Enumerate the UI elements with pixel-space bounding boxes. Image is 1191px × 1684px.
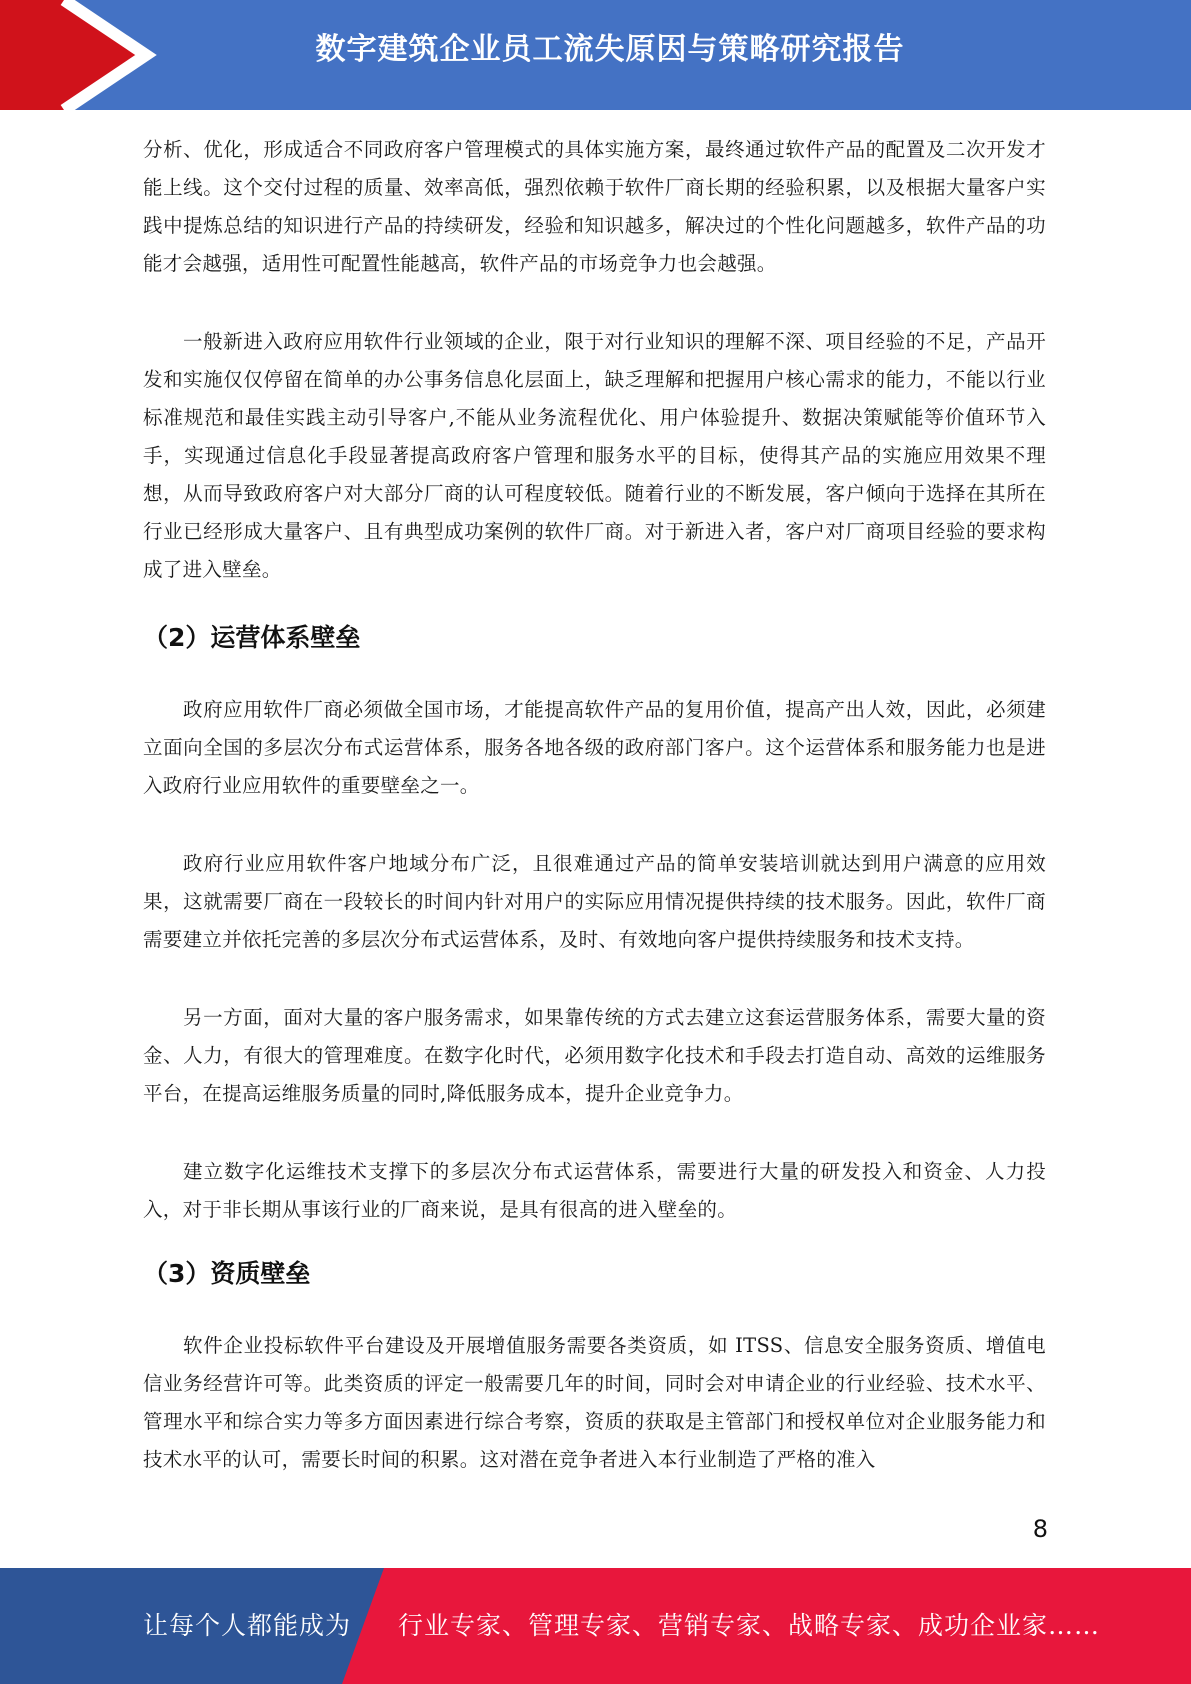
section-heading: （3）资质壁垒 — [143, 1259, 311, 1288]
header-arrow-graphic — [0, 0, 160, 110]
paragraph: 另一方面，面对大量的客户服务需求，如果靠传统的方式去建立这套运营服务体系，需要大量的资金、人力，有很大的管理难度。在数字化时代，必须用数字化技术和手段去打造自动、高效的运维服务平台，在提高运维服务质量的同时,降低服务成本，提升企业竞争力。 — [143, 1006, 1046, 1105]
report-title: 数字建筑企业员工流失原因与策略研究报告 — [315, 32, 905, 67]
paragraph: 建立数字化运维技术支撑下的多层次分布式运营体系，需要进行大量的研发投入和资金、人力投入，对于非长期从事该行业的厂商来说，是具有很高的进入壁垒的。 — [143, 1160, 1046, 1221]
paragraph: 一般新进入政府应用软件行业领域的企业，限于对行业知识的理解不深、项目经验的不足，产品开发和实施仅仅停留在简单的办公事务信息化层面上，缺乏理解和把握用户核心需求的能力，不能以行业标准规范和最佳实践主动引导客户,不能从业务流程优化、用户体验提升、数据决策赋能等价值环节入手，实现通过信息化手段显著提高政府客户管理和服务水平的目标，使得其产品的实施应用效果不理想，从而导致政府客户对大部分厂商的认可程度较低。随着行业的不断发展，客户倾向于选择在其所在行业已经形成大量客户、且有典型成功案例的软件厂商。对于新进入者，客户对厂商项目经验的要求构成了进入壁垒。 — [143, 330, 1046, 581]
footer-slogan-lead: 让每个人都能成为 — [143, 1611, 352, 1640]
page-footer — [0, 1568, 1191, 1684]
paragraph: 政府应用软件厂商必须做全国市场，才能提高软件产品的复用价值，提高产出人效，因此，必须建立面向全国的多层次分布式运营体系，服务各地各级的政府部门客户。这个运营体系和服务能力也是进入政府行业应用软件的重要壁垒之一。 — [143, 698, 1046, 797]
page-header — [0, 0, 1191, 110]
paragraph: 软件企业投标软件平台建设及开展增值服务需要各类资质，如 ITSS、信息安全服务资质、增值电信业务经营许可等。此类资质的评定一般需要几年的时间，同时会对申请企业的行业经验、技术水平、管理水平和综合实力等多方面因素进行综合考察，资质的获取是主管部门和授权单位对企业服务能力和技术水平的认可，需要长时间的积累。这对潜在竞争者进入本行业制造了严格的准入 — [143, 1334, 1046, 1471]
paragraph: 政府行业应用软件客户地域分布广泛，且很难通过产品的简单安装培训就达到用户满意的应用效果，这就需要厂商在一段较长的时间内针对用户的实际应用情况提供持续的技术服务。因此，软件厂商需要建立并依托完善的多层次分布式运营体系，及时、有效地向客户提供持续服务和技术支持。 — [143, 852, 1046, 951]
paragraph: 分析、优化，形成适合不同政府客户管理模式的具体实施方案，最终通过软件产品的配置及二次开发才能上线。这个交付过程的质量、效率高低，强烈依赖于软件厂商长期的经验积累，以及根据大量客户实践中提炼总结的知识进行产品的持续研发，经验和知识越多，解决过的个性化问题越多，软件产品的功能才会越强，适用性可配置性能越高，软件产品的市场竞争力也会越强。 — [143, 138, 1046, 275]
section-heading: （2）运营体系壁垒 — [143, 623, 361, 652]
page-number: 8 — [1032, 1515, 1048, 1543]
footer-slogan-list: 行业专家、管理专家、营销专家、战略专家、成功企业家…… — [398, 1611, 1101, 1640]
page-body — [143, 131, 1046, 1479]
